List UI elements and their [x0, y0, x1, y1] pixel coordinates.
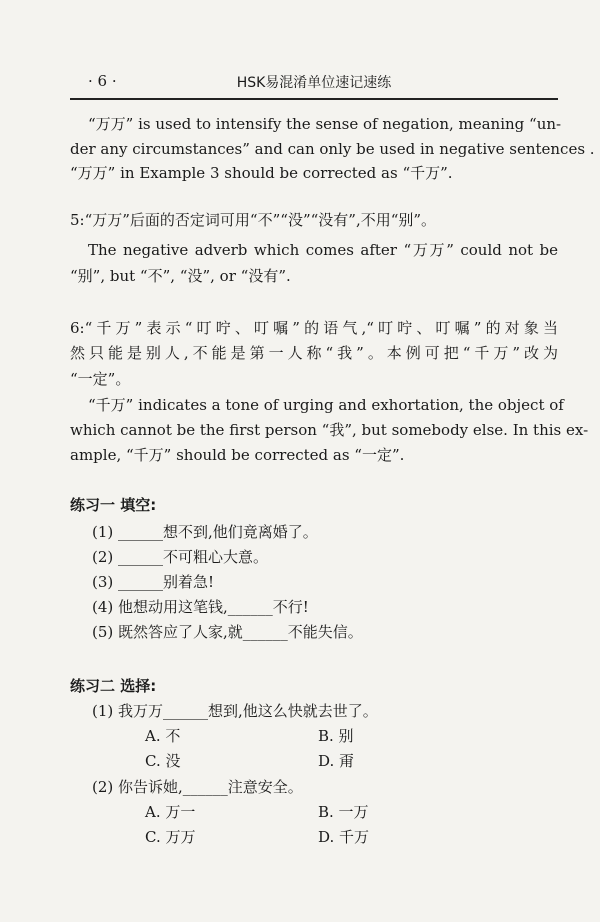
- exercise1-item5: (5) 既然答应了人家,就______不能失信。: [92, 623, 363, 641]
- point6-eng2: which cannot be the first person “我”, but somebody else. In this ex-: [70, 421, 589, 439]
- exercise2-q2-option-b: B. 一万: [318, 803, 369, 821]
- exercise2-q1-option-b: B. 别: [318, 727, 354, 745]
- exercise1-title: 练习一 填空:: [70, 496, 157, 514]
- point6-eng3: ample, “千万” should be corrected as “一定”.: [70, 446, 405, 464]
- page-header: [70, 70, 558, 98]
- exercise1-item4: (4) 他想动用这笔钱,______不行!: [92, 598, 309, 616]
- para1-line1: “万万” is used to intensify the sense of negation, meaning “un-: [88, 115, 562, 133]
- point6-line1: 6:“千万”表示“叮咛、叮嘱”的语气,“叮咛、叮嘱”的对象当: [70, 319, 558, 337]
- exercise1-item1: (1) ______想不到,他们竟离婚了。: [92, 523, 318, 541]
- exercise2-q2-option-d: D. 千万: [318, 828, 370, 846]
- exercise1-item3: (3) ______别着急!: [92, 573, 215, 591]
- point5-line1: The negative adverb which comes after “万万” could not be: [88, 241, 558, 259]
- exercise2-q1-option-c: C. 没: [145, 752, 181, 770]
- point6-line2: 然只能是别人,不能是第一人称“我”。本例可把“千万”改为: [70, 344, 558, 362]
- point5-line2: “别”, but “不”, “没”, or “没有”.: [70, 267, 291, 285]
- exercise1-item2: (2) ______不可粗心大意。: [92, 548, 269, 566]
- exercise2-q1-option-a: A. 不: [145, 727, 181, 745]
- exercise2-q1-option-d: D. 甭: [318, 752, 355, 770]
- point6-line3: “一定”。: [70, 370, 131, 388]
- point5-title: 5:“万万”后面的否定词可用“不”“没”“没有”,不用“别”。: [70, 211, 437, 229]
- exercise2-q2-stem: (2) 你告诉她,______注意安全。: [92, 778, 303, 796]
- point6-eng1: “千万” indicates a tone of urging and exhortation, the object of: [88, 396, 564, 414]
- header-rule: [70, 98, 558, 100]
- exercise2-title: 练习二 选择:: [70, 677, 157, 695]
- running-title: HSK易混淆单位速记速练: [236, 75, 392, 91]
- exercise2-q1-stem: (1) 我万万______想到,他这么快就去世了。: [92, 702, 378, 720]
- page-number: · 6 ·: [88, 72, 117, 90]
- exercise2-q2-option-a: A. 万一: [145, 803, 196, 821]
- exercise2-q2-option-c: C. 万万: [145, 828, 196, 846]
- para1-line2: der any circumstances” and can only be used in negative sentences .: [70, 140, 595, 158]
- para1-line3: “万万” in Example 3 should be corrected as “千万”.: [70, 164, 453, 182]
